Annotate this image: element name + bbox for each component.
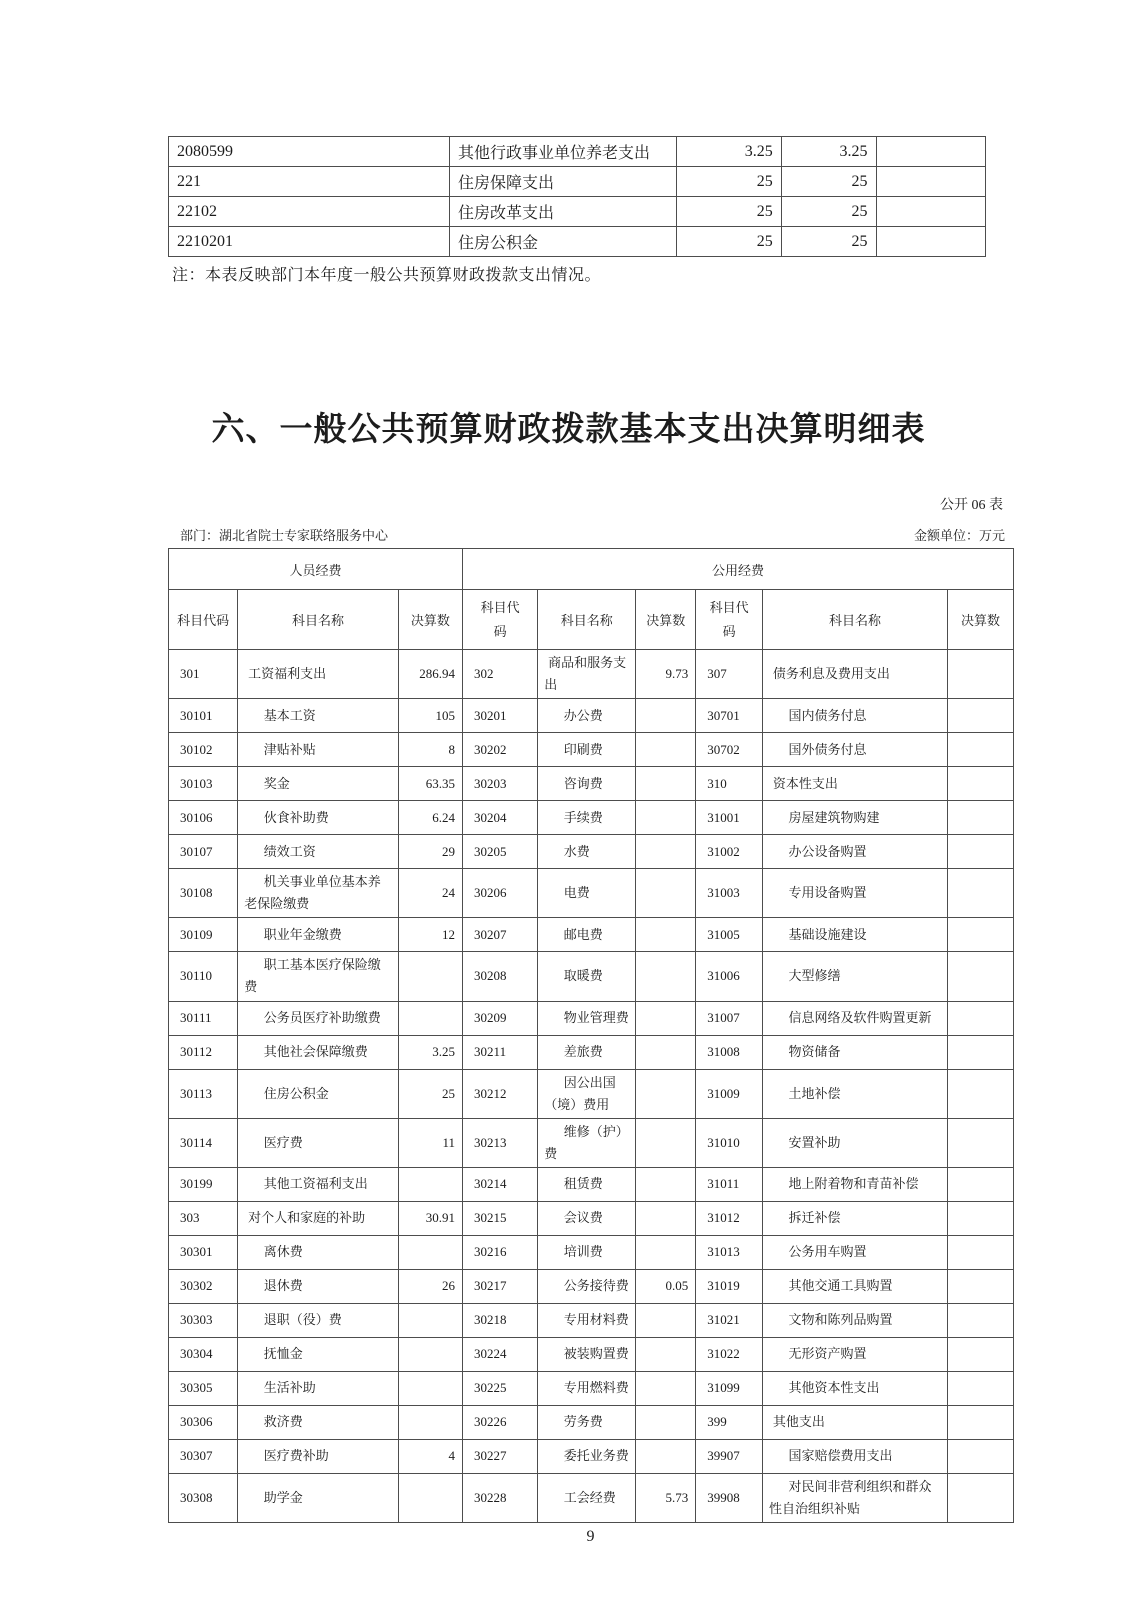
amount-cell — [398, 1405, 462, 1439]
amount-cell: 63.35 — [398, 767, 462, 801]
subject-code-cell: 30203 — [463, 767, 538, 801]
amount-cell — [398, 1473, 462, 1522]
subject-name-cell: 职工基本医疗保险缴费 — [238, 952, 399, 1001]
subject-code-cell: 30206 — [463, 869, 538, 918]
subject-code-cell: 2080599 — [169, 137, 450, 167]
table-row — [169, 137, 986, 167]
col-header-amount: 决算数 — [636, 590, 696, 650]
subject-name-cell: 抚恤金 — [238, 1337, 399, 1371]
personnel-funds-header: 人员经费 — [169, 549, 463, 590]
basic-expenditure-detail-table — [168, 548, 1014, 1523]
subject-name-cell: 专用燃料费 — [538, 1371, 636, 1405]
subject-name-cell: 水费 — [538, 835, 636, 869]
subject-name-cell: 取暖费 — [538, 952, 636, 1001]
amount-cell — [948, 869, 1014, 918]
table-row — [169, 1001, 1014, 1035]
subject-name-cell: 培训费 — [538, 1235, 636, 1269]
subject-code-cell: 30227 — [463, 1439, 538, 1473]
amount-cell — [876, 197, 986, 227]
col-header-name: 科目名称 — [538, 590, 636, 650]
col-header-code: 科目代码 — [169, 590, 238, 650]
table-row — [169, 869, 1014, 918]
table-row — [169, 1035, 1014, 1069]
table-note: 注：本表反映部门本年度一般公共预算财政拨款支出情况。 — [172, 267, 602, 284]
amount-cell — [876, 167, 986, 197]
amount-cell: 25 — [398, 1069, 462, 1118]
table-row — [169, 767, 1014, 801]
subject-name-cell: 物资储备 — [763, 1035, 948, 1069]
subject-name-cell: 住房保障支出 — [450, 167, 677, 197]
subject-code-cell: 30113 — [169, 1069, 238, 1118]
amount-cell: 25 — [677, 227, 782, 257]
subject-code-cell: 30225 — [463, 1371, 538, 1405]
amount-cell — [948, 767, 1014, 801]
amount-cell — [948, 1235, 1014, 1269]
amount-cell — [636, 1337, 696, 1371]
subject-name-cell: 工会经费 — [538, 1473, 636, 1522]
subject-name-cell: 对民间非营利组织和群众性自治组织补贴 — [763, 1473, 948, 1522]
amount-cell: 0.05 — [636, 1269, 696, 1303]
table-row — [169, 1167, 1014, 1201]
subject-name-cell: 医疗费补助 — [238, 1439, 399, 1473]
amount-cell — [948, 1069, 1014, 1118]
subject-name-cell: 差旅费 — [538, 1035, 636, 1069]
subject-name-cell: 医疗费 — [238, 1118, 399, 1167]
page-number: 9 — [586, 1528, 595, 1545]
subject-name-cell: 津贴补贴 — [238, 733, 399, 767]
table-row — [169, 801, 1014, 835]
department-label: 部门：湖北省院士专家联络服务中心 — [180, 528, 389, 543]
table-row — [169, 1371, 1014, 1405]
subject-code-cell: 30202 — [463, 733, 538, 767]
subject-name-cell: 国外债务付息 — [763, 733, 948, 767]
subject-code-cell: 30308 — [169, 1473, 238, 1522]
subject-name-cell: 基本工资 — [238, 699, 399, 733]
subject-code-cell: 30108 — [169, 869, 238, 918]
subject-code-cell: 30106 — [169, 801, 238, 835]
amount-cell — [948, 1269, 1014, 1303]
table-row — [169, 1269, 1014, 1303]
amount-cell — [398, 1235, 462, 1269]
subject-name-cell: 电费 — [538, 869, 636, 918]
amount-cell — [948, 835, 1014, 869]
amount-cell: 3.25 — [781, 137, 876, 167]
amount-cell — [636, 801, 696, 835]
subject-code-cell: 30112 — [169, 1035, 238, 1069]
subject-name-cell: 专用材料费 — [538, 1303, 636, 1337]
subject-name-cell: 住房改革支出 — [450, 197, 677, 227]
amount-cell — [636, 1371, 696, 1405]
subject-code-cell: 30228 — [463, 1473, 538, 1522]
subject-code-cell: 303 — [169, 1201, 238, 1235]
subject-name-cell: 委托业务费 — [538, 1439, 636, 1473]
subject-name-cell: 职业年金缴费 — [238, 918, 399, 952]
subject-name-cell: 咨询费 — [538, 767, 636, 801]
amount-cell — [948, 1371, 1014, 1405]
subject-code-cell: 31006 — [696, 952, 763, 1001]
subject-name-cell: 无形资产购置 — [763, 1337, 948, 1371]
amount-cell — [636, 1235, 696, 1269]
subject-name-cell: 租赁费 — [538, 1167, 636, 1201]
subject-name-cell: 其他资本性支出 — [763, 1371, 948, 1405]
amount-cell — [948, 801, 1014, 835]
subject-name-cell: 公务接待费 — [538, 1269, 636, 1303]
amount-cell — [636, 1001, 696, 1035]
col-header-code: 科目代码 — [463, 590, 538, 650]
subject-name-cell: 印刷费 — [538, 733, 636, 767]
amount-cell — [876, 227, 986, 257]
amount-cell: 26 — [398, 1269, 462, 1303]
subject-code-cell: 30307 — [169, 1439, 238, 1473]
amount-cell — [636, 733, 696, 767]
table-row — [169, 650, 1014, 699]
subject-code-cell: 30209 — [463, 1001, 538, 1035]
amount-cell: 4 — [398, 1439, 462, 1473]
amount-cell — [948, 1473, 1014, 1522]
subject-name-cell: 伙食补助费 — [238, 801, 399, 835]
expenditure-continuation-table — [168, 136, 986, 257]
amount-cell — [948, 650, 1014, 699]
subject-code-cell: 31099 — [696, 1371, 763, 1405]
col-header-name: 科目名称 — [238, 590, 399, 650]
col-header-code: 科目代码 — [696, 590, 763, 650]
subject-name-cell: 维修（护）费 — [538, 1118, 636, 1167]
subject-name-cell: 手续费 — [538, 801, 636, 835]
subject-code-cell: 30109 — [169, 918, 238, 952]
subject-name-cell: 助学金 — [238, 1473, 399, 1522]
subject-code-cell: 30214 — [463, 1167, 538, 1201]
subject-name-cell: 退职（役）费 — [238, 1303, 399, 1337]
public-funds-header: 公用经费 — [463, 549, 1014, 590]
subject-code-cell: 31002 — [696, 835, 763, 869]
subject-name-cell: 信息网络及软件购置更新 — [763, 1001, 948, 1035]
subject-name-cell: 债务利息及费用支出 — [763, 650, 948, 699]
table-row — [169, 1235, 1014, 1269]
subject-code-cell: 30224 — [463, 1337, 538, 1371]
subject-name-cell: 其他工资福利支出 — [238, 1167, 399, 1201]
amount-cell — [948, 918, 1014, 952]
amount-cell: 6.24 — [398, 801, 462, 835]
subject-name-cell: 生活补助 — [238, 1371, 399, 1405]
table-row — [169, 918, 1014, 952]
subject-code-cell: 30304 — [169, 1337, 238, 1371]
amount-cell: 105 — [398, 699, 462, 733]
subject-name-cell: 公务用车购置 — [763, 1235, 948, 1269]
subject-code-cell: 30301 — [169, 1235, 238, 1269]
amount-cell: 25 — [781, 227, 876, 257]
amount-cell — [398, 1337, 462, 1371]
table-row — [169, 1303, 1014, 1337]
amount-cell — [948, 1201, 1014, 1235]
subject-code-cell: 30211 — [463, 1035, 538, 1069]
subject-name-cell: 国内债务付息 — [763, 699, 948, 733]
amount-cell — [398, 1167, 462, 1201]
table-row — [169, 835, 1014, 869]
subject-code-cell: 30306 — [169, 1405, 238, 1439]
subject-code-cell: 30701 — [696, 699, 763, 733]
amount-cell — [948, 1337, 1014, 1371]
subject-code-cell: 30216 — [463, 1235, 538, 1269]
amount-cell: 25 — [677, 167, 782, 197]
subject-code-cell: 399 — [696, 1405, 763, 1439]
subject-code-cell: 31010 — [696, 1118, 763, 1167]
amount-cell: 29 — [398, 835, 462, 869]
subject-name-cell: 其他支出 — [763, 1405, 948, 1439]
subject-name-cell: 被装购置费 — [538, 1337, 636, 1371]
subject-code-cell: 30303 — [169, 1303, 238, 1337]
subject-code-cell: 30212 — [463, 1069, 538, 1118]
amount-cell — [636, 835, 696, 869]
unit-label: 金额单位：万元 — [913, 528, 1005, 543]
subject-code-cell: 30101 — [169, 699, 238, 733]
subject-code-cell: 30110 — [169, 952, 238, 1001]
subject-code-cell: 31021 — [696, 1303, 763, 1337]
subject-name-cell: 退休费 — [238, 1269, 399, 1303]
subject-code-cell: 221 — [169, 167, 450, 197]
subject-name-cell: 办公费 — [538, 699, 636, 733]
subject-name-cell: 会议费 — [538, 1201, 636, 1235]
subject-name-cell: 其他交通工具购置 — [763, 1269, 948, 1303]
amount-cell — [636, 1035, 696, 1069]
table-row — [169, 227, 986, 257]
subject-code-cell: 30213 — [463, 1118, 538, 1167]
subject-code-cell: 30204 — [463, 801, 538, 835]
amount-cell — [948, 1303, 1014, 1337]
subject-name-cell: 住房公积金 — [450, 227, 677, 257]
col-header-amount: 决算数 — [398, 590, 462, 650]
table-number-label: 公开 06 表 — [940, 498, 1003, 513]
amount-cell — [636, 1439, 696, 1473]
subject-code-cell: 30199 — [169, 1167, 238, 1201]
subject-name-cell: 劳务费 — [538, 1405, 636, 1439]
subject-code-cell: 31011 — [696, 1167, 763, 1201]
subject-name-cell: 其他行政事业单位养老支出 — [450, 137, 677, 167]
subject-code-cell: 31008 — [696, 1035, 763, 1069]
subject-name-cell: 安置补助 — [763, 1118, 948, 1167]
subject-code-cell: 2210201 — [169, 227, 450, 257]
subject-code-cell: 307 — [696, 650, 763, 699]
amount-cell: 9.73 — [636, 650, 696, 699]
subject-name-cell: 物业管理费 — [538, 1001, 636, 1035]
amount-cell: 11 — [398, 1118, 462, 1167]
subject-code-cell: 30226 — [463, 1405, 538, 1439]
subject-name-cell: 奖金 — [238, 767, 399, 801]
amount-cell — [398, 1371, 462, 1405]
subject-code-cell: 30218 — [463, 1303, 538, 1337]
amount-cell — [636, 1167, 696, 1201]
amount-cell — [636, 869, 696, 918]
amount-cell — [948, 1167, 1014, 1201]
amount-cell: 25 — [781, 167, 876, 197]
amount-cell — [948, 1439, 1014, 1473]
subject-name-cell: 地上附着物和青苗补偿 — [763, 1167, 948, 1201]
amount-cell: 25 — [677, 197, 782, 227]
subject-name-cell: 邮电费 — [538, 918, 636, 952]
subject-code-cell: 31001 — [696, 801, 763, 835]
subject-name-cell: 救济费 — [238, 1405, 399, 1439]
amount-cell: 24 — [398, 869, 462, 918]
amount-cell — [948, 733, 1014, 767]
subject-code-cell: 30208 — [463, 952, 538, 1001]
subject-code-cell: 30201 — [463, 699, 538, 733]
table-row — [169, 1473, 1014, 1522]
subject-code-cell: 30102 — [169, 733, 238, 767]
amount-cell — [398, 1001, 462, 1035]
subject-name-cell: 办公设备购置 — [763, 835, 948, 869]
amount-cell — [636, 699, 696, 733]
subject-code-cell: 30215 — [463, 1201, 538, 1235]
subject-name-cell: 机关事业单位基本养老保险缴费 — [238, 869, 399, 918]
amount-cell: 8 — [398, 733, 462, 767]
amount-cell — [948, 1118, 1014, 1167]
amount-cell — [948, 1035, 1014, 1069]
subject-code-cell: 30305 — [169, 1371, 238, 1405]
table-row — [169, 197, 986, 227]
subject-name-cell: 拆迁补偿 — [763, 1201, 948, 1235]
table-row — [169, 952, 1014, 1001]
subject-name-cell: 离休费 — [238, 1235, 399, 1269]
subject-name-cell: 专用设备购置 — [763, 869, 948, 918]
subject-code-cell: 31007 — [696, 1001, 763, 1035]
amount-cell — [948, 1001, 1014, 1035]
subject-code-cell: 30207 — [463, 918, 538, 952]
subject-code-cell: 310 — [696, 767, 763, 801]
subject-name-cell: 因公出国（境）费用 — [538, 1069, 636, 1118]
subject-code-cell: 31013 — [696, 1235, 763, 1269]
subject-name-cell: 大型修缮 — [763, 952, 948, 1001]
subject-code-cell: 30217 — [463, 1269, 538, 1303]
table-row — [169, 1118, 1014, 1167]
subject-code-cell: 30114 — [169, 1118, 238, 1167]
col-header-name: 科目名称 — [763, 590, 948, 650]
table-row — [169, 1337, 1014, 1371]
column-header-row — [169, 590, 1014, 650]
subject-name-cell: 其他社会保障缴费 — [238, 1035, 399, 1069]
amount-cell — [636, 1405, 696, 1439]
amount-cell — [636, 767, 696, 801]
amount-cell: 5.73 — [636, 1473, 696, 1522]
subject-name-cell: 基础设施建设 — [763, 918, 948, 952]
amount-cell — [948, 699, 1014, 733]
amount-cell — [636, 1303, 696, 1337]
table-row — [169, 167, 986, 197]
table-row — [169, 1439, 1014, 1473]
amount-cell — [636, 1201, 696, 1235]
table-row — [169, 1405, 1014, 1439]
group-header-row — [169, 549, 1014, 590]
amount-cell — [876, 137, 986, 167]
subject-code-cell: 31019 — [696, 1269, 763, 1303]
subject-name-cell: 商品和服务支出 — [538, 650, 636, 699]
amount-cell: 3.25 — [398, 1035, 462, 1069]
subject-code-cell: 30107 — [169, 835, 238, 869]
subject-name-cell: 房屋建筑物购建 — [763, 801, 948, 835]
amount-cell: 30.91 — [398, 1201, 462, 1235]
amount-cell: 3.25 — [677, 137, 782, 167]
subject-code-cell: 31009 — [696, 1069, 763, 1118]
subject-code-cell: 30702 — [696, 733, 763, 767]
subject-name-cell: 工资福利支出 — [238, 650, 399, 699]
amount-cell — [948, 1405, 1014, 1439]
amount-cell — [398, 952, 462, 1001]
table-row — [169, 1069, 1014, 1118]
subject-name-cell: 国家赔偿费用支出 — [763, 1439, 948, 1473]
amount-cell — [636, 952, 696, 1001]
amount-cell — [398, 1303, 462, 1337]
amount-cell: 12 — [398, 918, 462, 952]
amount-cell: 286.94 — [398, 650, 462, 699]
subject-code-cell: 31003 — [696, 869, 763, 918]
subject-code-cell: 301 — [169, 650, 238, 699]
amount-cell — [636, 1069, 696, 1118]
subject-code-cell: 39907 — [696, 1439, 763, 1473]
subject-code-cell: 31005 — [696, 918, 763, 952]
subject-name-cell: 对个人和家庭的补助 — [238, 1201, 399, 1235]
subject-name-cell: 公务员医疗补助缴费 — [238, 1001, 399, 1035]
subject-code-cell: 30103 — [169, 767, 238, 801]
subject-name-cell: 土地补偿 — [763, 1069, 948, 1118]
col-header-amount: 决算数 — [948, 590, 1014, 650]
subject-code-cell: 30205 — [463, 835, 538, 869]
subject-code-cell: 22102 — [169, 197, 450, 227]
subject-code-cell: 30111 — [169, 1001, 238, 1035]
subject-name-cell: 文物和陈列品购置 — [763, 1303, 948, 1337]
subject-name-cell: 绩效工资 — [238, 835, 399, 869]
table-row — [169, 1201, 1014, 1235]
table-row — [169, 699, 1014, 733]
subject-code-cell: 31012 — [696, 1201, 763, 1235]
table-row — [169, 733, 1014, 767]
subject-name-cell: 资本性支出 — [763, 767, 948, 801]
subject-code-cell: 39908 — [696, 1473, 763, 1522]
amount-cell — [948, 952, 1014, 1001]
amount-cell — [636, 1118, 696, 1167]
section-title: 六、一般公共预算财政拨款基本支出决算明细表 — [211, 409, 926, 448]
subject-name-cell: 住房公积金 — [238, 1069, 399, 1118]
subject-code-cell: 302 — [463, 650, 538, 699]
amount-cell — [636, 918, 696, 952]
subject-code-cell: 31022 — [696, 1337, 763, 1371]
amount-cell: 25 — [781, 197, 876, 227]
subject-code-cell: 30302 — [169, 1269, 238, 1303]
